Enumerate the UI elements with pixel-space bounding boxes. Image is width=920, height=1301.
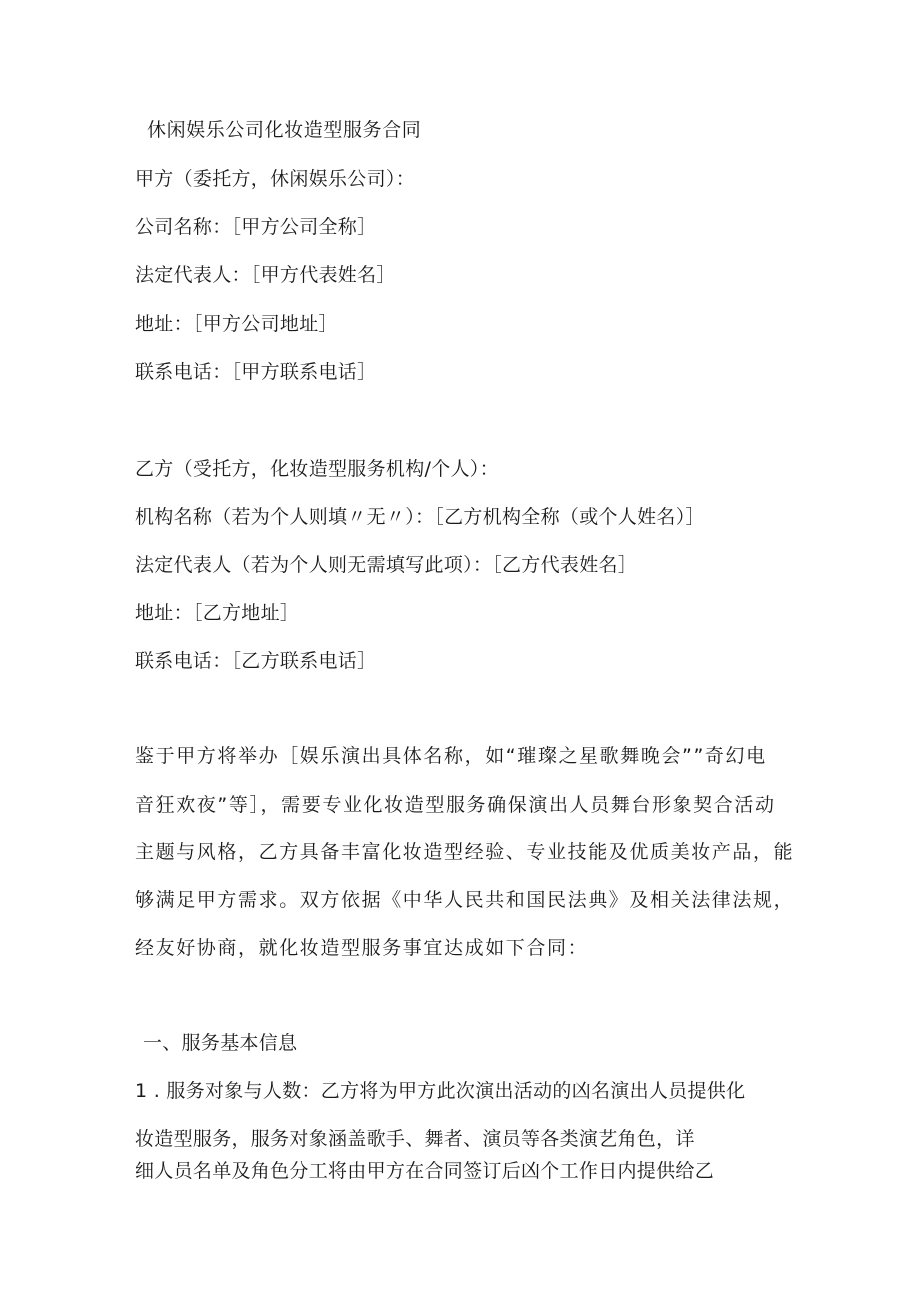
- party-b-representative: 法定代表人（若为个人则无需填写此项）：［乙方代表姓名］: [135, 554, 638, 576]
- party-a-representative: 法定代表人：［甲方代表姓名］: [135, 264, 396, 286]
- section-1-line: 细人员名单及角色分工将由甲方在合同签订后凶个工作日内提供给乙: [135, 1160, 715, 1182]
- party-b-org-name: 机构名称（若为个人则填〃无〃）：［乙方机构全称（或个人姓名）］: [135, 506, 705, 528]
- party-b-heading: 乙方（受托方，化妆造型服务机构/个人）：: [135, 458, 499, 480]
- party-b-phone: 联系电话：［乙方联系电话］: [135, 650, 377, 672]
- preamble-line: 经友好协商，就化妆造型服务事宜达成如下合同：: [135, 937, 589, 959]
- section-1-heading: 一、服务基本信息: [143, 1032, 298, 1054]
- preamble-line: 够满足甲方需求。双方依据《中华人民共和国民法典》及相关法律法规，: [135, 889, 795, 911]
- section-1-line: 妆造型服务，服务对象涵盖歌手、舞者、演员等各类演艺角色，详: [135, 1128, 695, 1150]
- party-a-company-name: 公司名称：［甲方公司全称］: [135, 216, 377, 238]
- party-b-address: 地址：［乙方地址］: [135, 602, 300, 624]
- preamble-line: 主题与风格，乙方具备丰富化妆造型经验、专业技能及优质美妆产品，能: [135, 841, 795, 863]
- section-1-line: 1 . 服务对象与人数：乙方将为甲方此次演出活动的凶名演出人员提供化: [135, 1080, 746, 1102]
- document-title: 休闲娱乐公司化妆造型服务合同: [147, 119, 422, 141]
- preamble-line: 鉴于甲方将举办［娱乐演出具体名称，如“璀璨之星歌舞晚会””奇幻电: [135, 745, 767, 767]
- party-a-phone: 联系电话：［甲方联系电话］: [135, 361, 377, 383]
- preamble-line: 音狂欢夜”等］，需要专业化妆造型服务确保演出人员舞台形象契合活动: [135, 794, 776, 816]
- party-a-address: 地址：［甲方公司地址］: [135, 313, 338, 335]
- party-a-heading: 甲方（委托方，休闲娱乐公司）：: [135, 168, 416, 190]
